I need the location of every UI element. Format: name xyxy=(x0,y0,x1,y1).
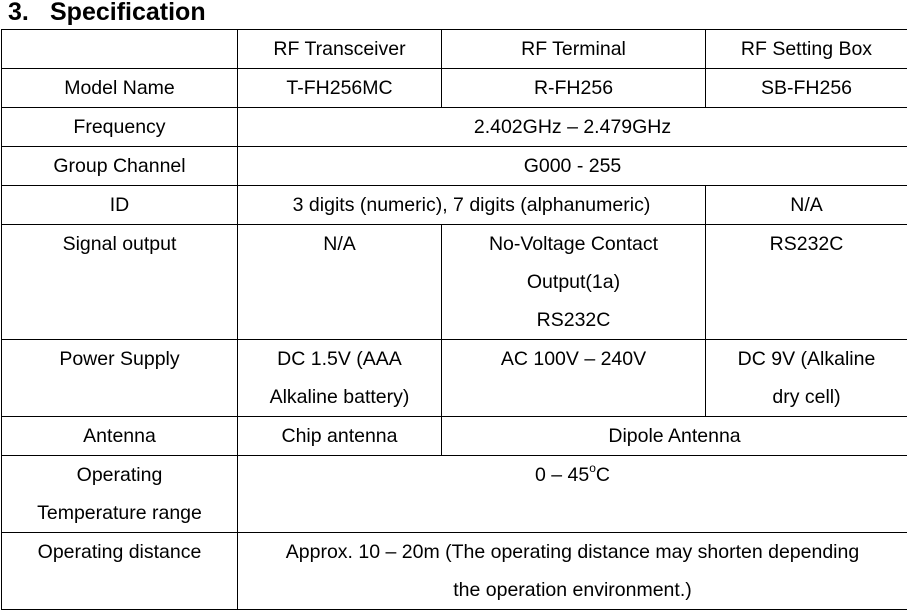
cell-power-setting-box xyxy=(706,340,907,417)
temperature-value-unit: C xyxy=(596,464,610,486)
row-label-antenna: Antenna xyxy=(2,417,238,456)
cell-group-channel-value: G000 - 255 xyxy=(238,147,907,186)
power-setting-box-line1: DC 9V (Alkaline xyxy=(708,340,905,378)
distance-value-line1: Approx. 10 – 20m (The operating distance may shorten depending xyxy=(240,533,905,571)
row-label-id: ID xyxy=(2,186,238,225)
degree-symbol: o xyxy=(589,461,596,475)
cell-model-terminal: R-FH256 xyxy=(442,69,706,108)
header-cell-rf-terminal: RF Terminal xyxy=(442,30,706,69)
cell-signal-terminal xyxy=(442,225,706,340)
table-row-signal-output xyxy=(2,225,907,340)
distance-value-line2: the operation environment.) xyxy=(240,571,905,609)
row-label-model-name: Model Name xyxy=(2,69,238,108)
cell-id-value: 3 digits (numeric), 7 digits (alphanumeric) xyxy=(238,186,706,225)
row-label-frequency: Frequency xyxy=(2,108,238,147)
table-row-power-supply xyxy=(2,340,907,417)
cell-signal-setting-box: RS232C xyxy=(706,225,907,340)
signal-terminal-line2: Output(1a) xyxy=(444,263,703,301)
cell-model-setting-box: SB-FH256 xyxy=(706,69,907,108)
cell-model-transceiver: T-FH256MC xyxy=(238,69,442,108)
cell-antenna-dipole: Dipole Antenna xyxy=(442,417,907,456)
cell-id-setting-box: N/A xyxy=(706,186,907,225)
table-row-group-channel xyxy=(2,147,907,186)
cell-power-terminal: AC 100V – 240V xyxy=(442,340,706,417)
power-transceiver-line1: DC 1.5V (AAA xyxy=(240,340,439,378)
cell-power-transceiver xyxy=(238,340,442,417)
section-title: Specification xyxy=(50,0,206,26)
row-label-group-channel: Group Channel xyxy=(2,147,238,186)
row-label-operating-temperature xyxy=(2,456,238,533)
signal-terminal-line1: No-Voltage Contact xyxy=(444,225,703,263)
row-label-operating-distance: Operating distance xyxy=(2,533,238,610)
table-header-row xyxy=(2,30,907,69)
specification-table xyxy=(1,29,907,610)
section-number: 3. xyxy=(8,0,50,27)
cell-frequency-value: 2.402GHz – 2.479GHz xyxy=(238,108,907,147)
signal-terminal-line3: RS232C xyxy=(444,301,703,339)
cell-signal-transceiver: N/A xyxy=(238,225,442,340)
row-label-power-supply: Power Supply xyxy=(2,340,238,417)
cell-temperature-value xyxy=(238,456,907,533)
table-row-operating-distance xyxy=(2,533,907,610)
table-row-operating-temperature xyxy=(2,456,907,533)
section-heading xyxy=(8,0,206,27)
table-row-model-name xyxy=(2,69,907,108)
table-row-antenna xyxy=(2,417,907,456)
header-cell-empty xyxy=(2,30,238,69)
table-row-id xyxy=(2,186,907,225)
table-row-frequency xyxy=(2,108,907,147)
temperature-label-line1: Operating xyxy=(4,456,235,494)
header-cell-rf-setting-box: RF Setting Box xyxy=(706,30,907,69)
power-transceiver-line2: Alkaline battery) xyxy=(240,378,439,416)
header-cell-rf-transceiver: RF Transceiver xyxy=(238,30,442,69)
power-setting-box-line2: dry cell) xyxy=(708,378,905,416)
temperature-value-prefix: 0 – 45 xyxy=(535,464,589,486)
row-label-signal-output: Signal output xyxy=(2,225,238,340)
cell-distance-value xyxy=(238,533,907,610)
cell-antenna-transceiver: Chip antenna xyxy=(238,417,442,456)
temperature-label-line2: Temperature range xyxy=(4,494,235,532)
